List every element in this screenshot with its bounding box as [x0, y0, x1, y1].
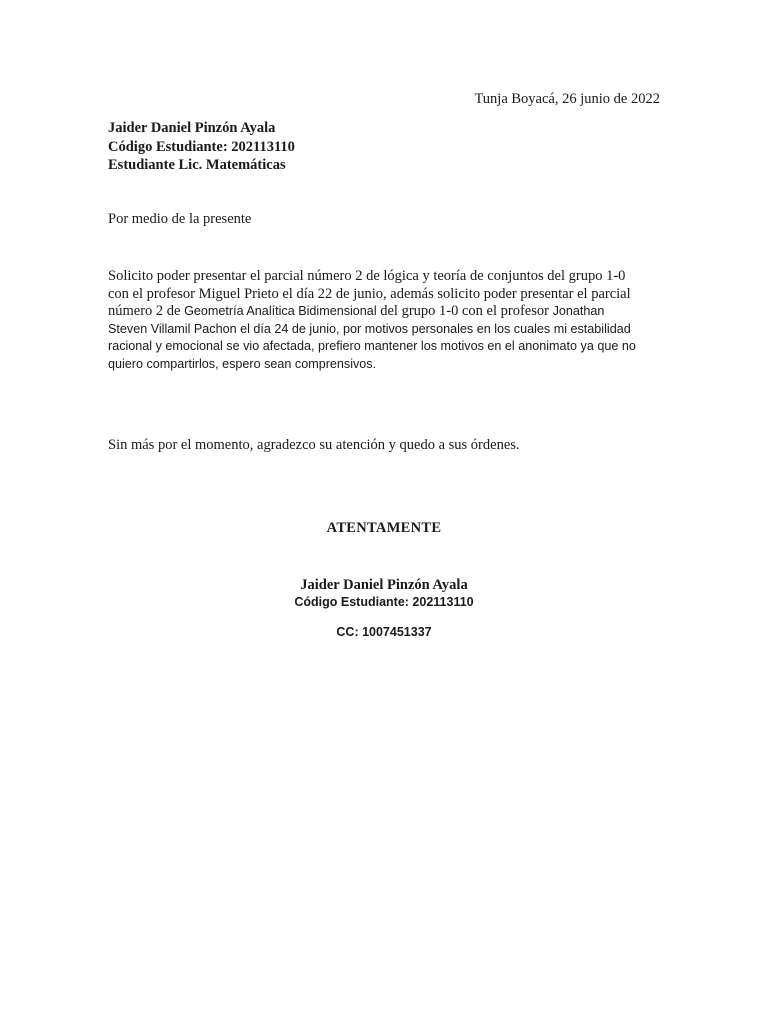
- body-line-3-middle: del grupo 1-0 con el profesor: [376, 303, 553, 319]
- body-line-4: Steven Villamil Pachon el día 24 de junio, por motivos personales en los cuales mi estabilidad: [108, 321, 631, 336]
- letter-body: [108, 268, 668, 373]
- professor-first-name: Jonathan: [552, 304, 605, 318]
- sender-student-code: Código Estudiante: 202113110: [108, 138, 295, 155]
- signature-student-code: Código Estudiante: 202113110: [294, 595, 474, 609]
- letter-closing: Sin más por el momento, agradezco su atención y quedo a sus órdenes.: [108, 437, 520, 453]
- body-line-3-start: número 2 de: [108, 303, 185, 319]
- sender-header: [108, 119, 295, 175]
- body-line-3: [108, 303, 668, 321]
- body-line-6: quiero compartirlos, espero sean comprensivos.: [108, 356, 377, 371]
- signature-block: [0, 576, 768, 639]
- sender-name: Jaider Daniel Pinzón Ayala: [108, 120, 276, 136]
- course-name: Geometría Analítica Bidimensional: [184, 304, 377, 318]
- body-line-2: con el profesor Miguel Prieto el día 22 de junio, además solicito poder presentar el parcial: [108, 285, 631, 302]
- signature-name: Jaider Daniel Pinzón Ayala: [300, 577, 468, 593]
- letter-date: Tunja Boyacá, 26 junio de 2022: [474, 91, 660, 107]
- signature-cc: CC: 1007451337: [336, 625, 432, 639]
- letter-intro: Por medio de la presente: [108, 211, 252, 227]
- sender-role: Estudiante Lic. Matemáticas: [108, 157, 286, 173]
- signoff: ATENTAMENTE: [326, 520, 442, 536]
- body-line-1: Solicito poder presentar el parcial número 2 de lógica y teoría de conjuntos del grupo 1-0: [108, 268, 626, 284]
- body-line-5: racional y emocional se vio afectada, prefiero mantener los motivos en el anonimato ya que no: [108, 339, 636, 353]
